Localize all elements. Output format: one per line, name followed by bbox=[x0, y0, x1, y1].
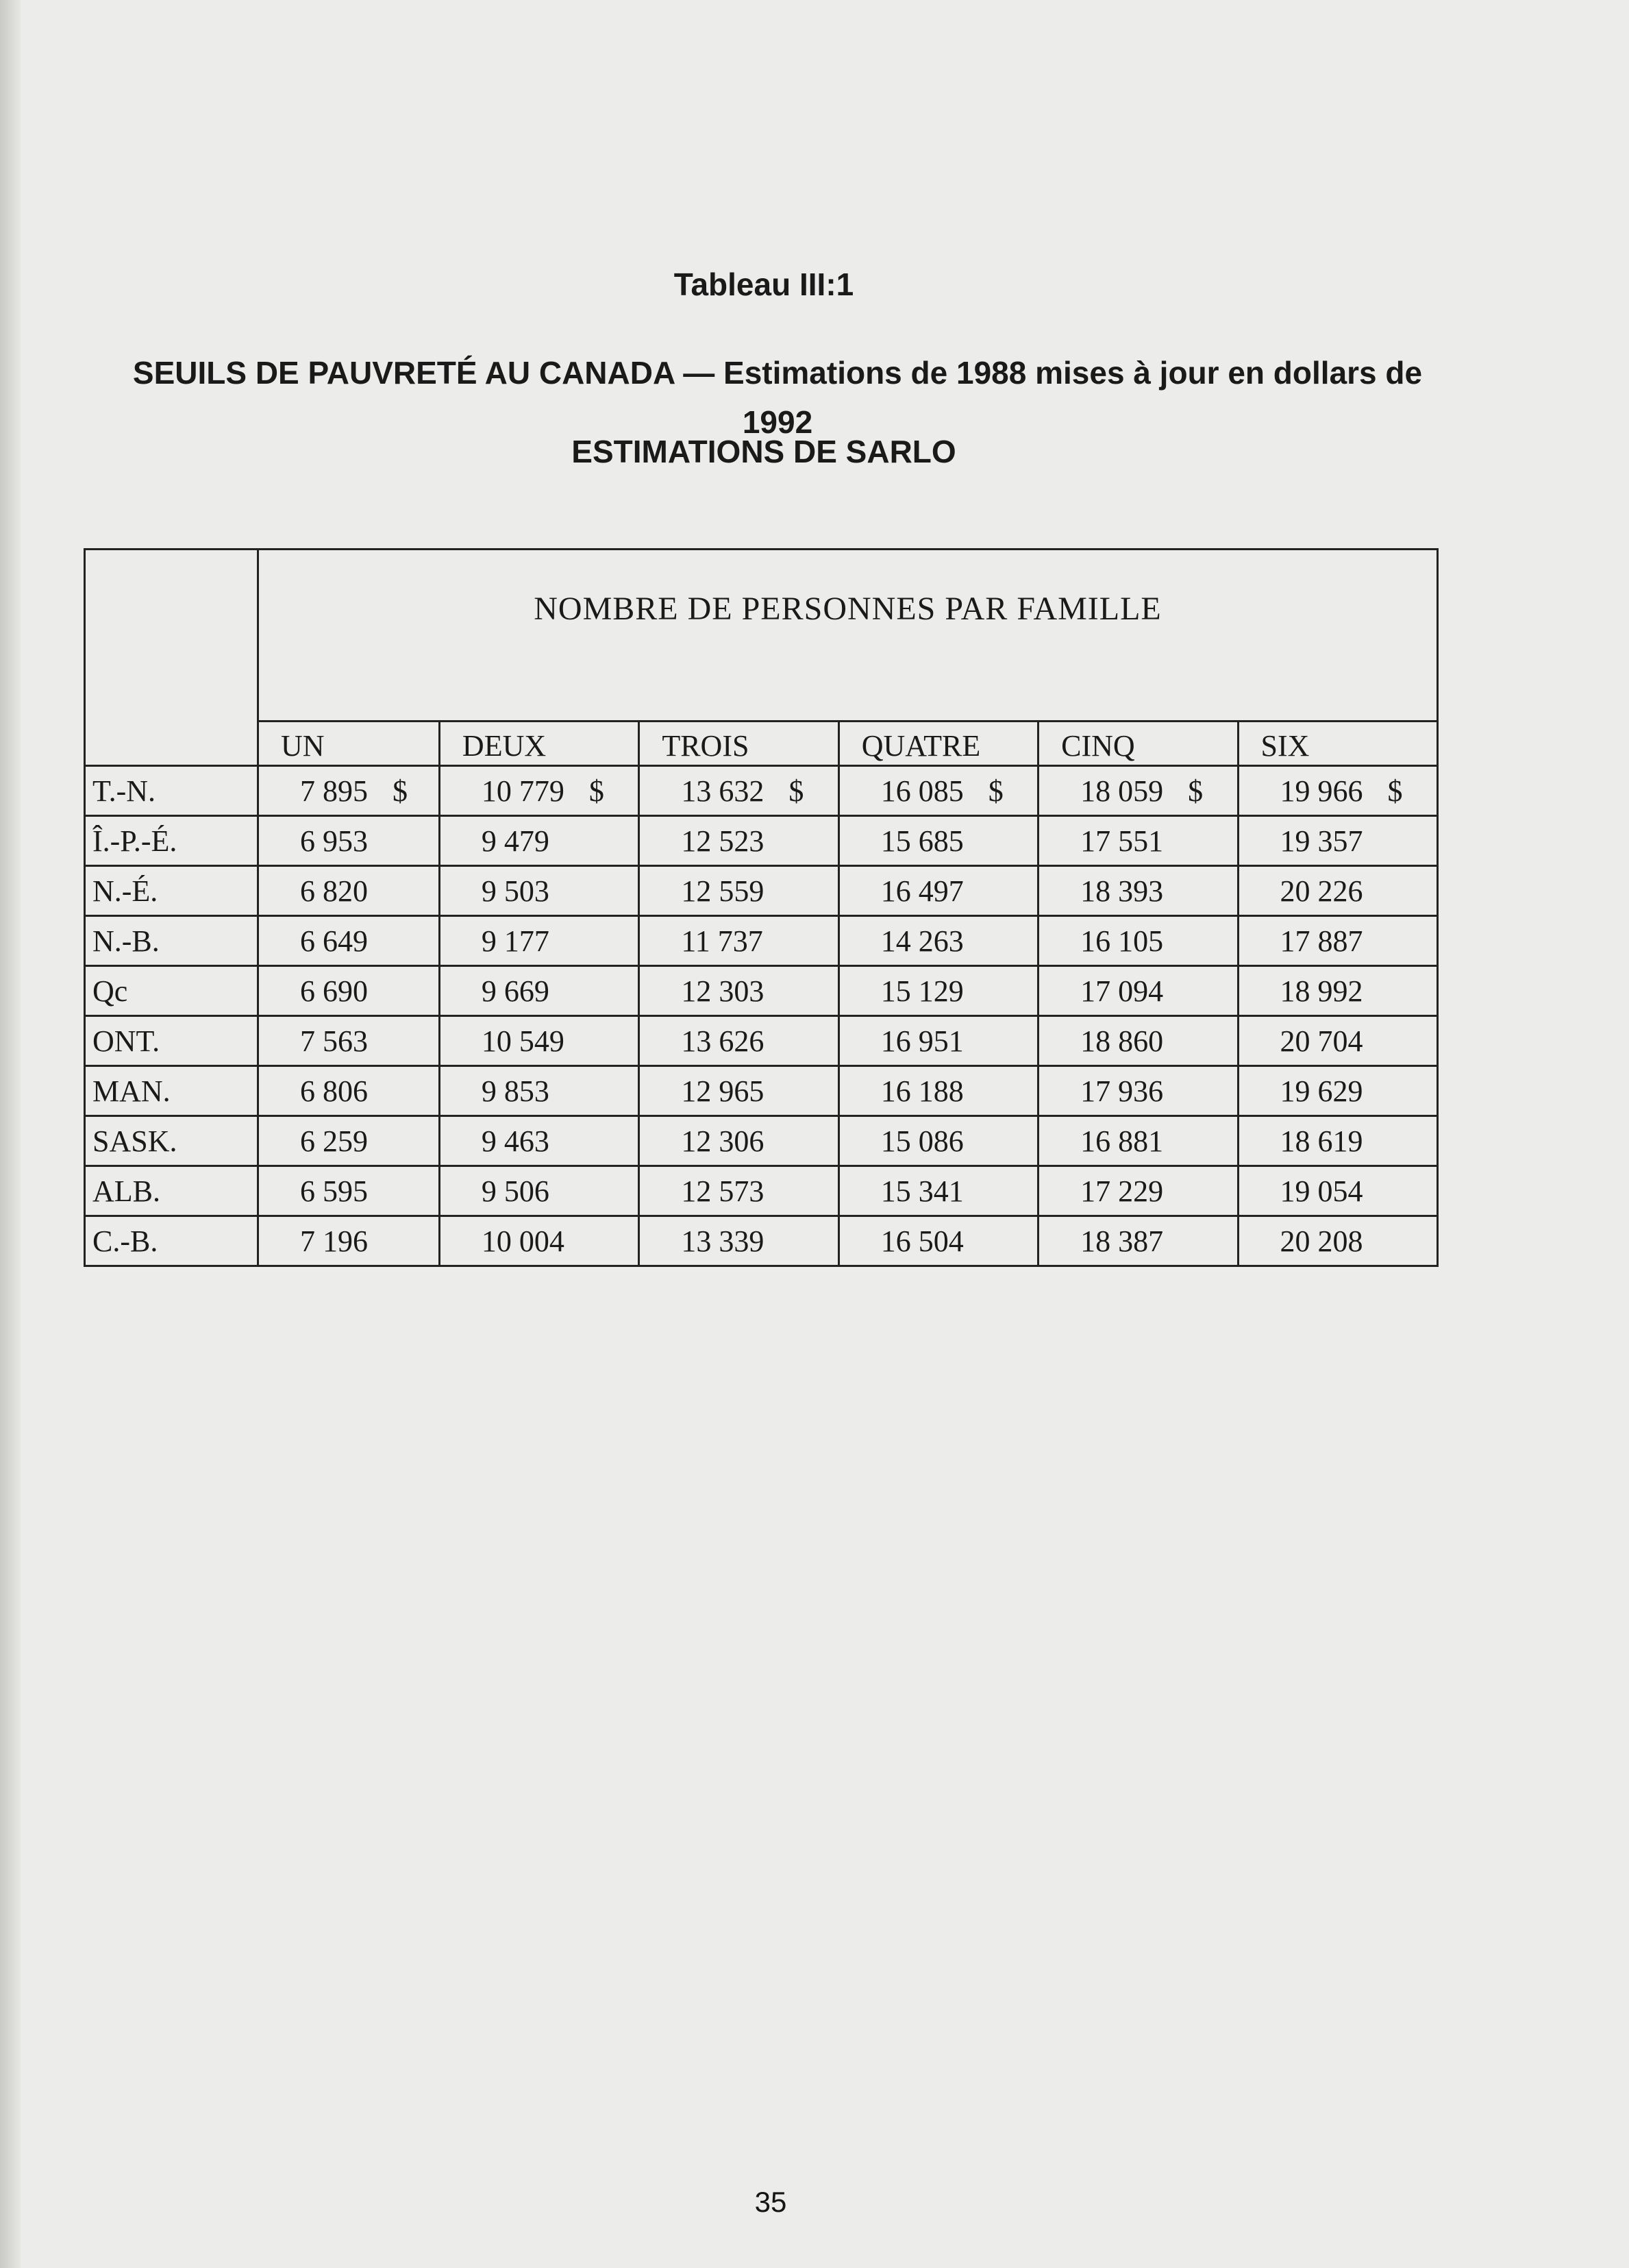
value-cell bbox=[639, 916, 838, 966]
value-text: 20 704 bbox=[1280, 1024, 1363, 1058]
value-text: 6 806 bbox=[300, 1074, 368, 1108]
value-cell bbox=[1238, 1216, 1437, 1266]
value-cell bbox=[439, 1166, 638, 1216]
value-text: 12 559 bbox=[681, 874, 764, 908]
province-column-header bbox=[85, 550, 258, 766]
value-cell bbox=[439, 1066, 638, 1116]
value-cell bbox=[639, 1016, 838, 1066]
value-cell bbox=[838, 966, 1038, 1016]
value-cell bbox=[1238, 1166, 1437, 1216]
value-text: 13 339 bbox=[681, 1224, 764, 1258]
table-title-text: SEUILS DE PAUVRETÉ AU CANADA — Estimations de 1988 mises à jour en dollars de 1992 bbox=[132, 355, 1423, 440]
value-text: 12 573 bbox=[681, 1174, 764, 1208]
table-row bbox=[85, 966, 1438, 1016]
page-edge bbox=[0, 0, 21, 2268]
value-text: 18 619 bbox=[1280, 1124, 1363, 1158]
value-text: 9 503 bbox=[481, 874, 549, 908]
table-row bbox=[85, 1216, 1438, 1266]
currency-symbol: $ bbox=[1188, 774, 1204, 808]
value-text: 15 129 bbox=[880, 974, 964, 1008]
province-cell: ONT. bbox=[85, 1016, 258, 1066]
value-text: 17 551 bbox=[1080, 824, 1164, 858]
value-text: 9 669 bbox=[481, 974, 549, 1008]
value-cell bbox=[838, 1216, 1038, 1266]
value-text: 20 208 bbox=[1280, 1224, 1363, 1258]
value-cell bbox=[1238, 766, 1437, 816]
value-text: 13 626 bbox=[681, 1024, 764, 1058]
table-subtitle: ESTIMATIONS DE SARLO bbox=[571, 434, 956, 469]
value-cell bbox=[838, 816, 1038, 866]
value-text: 6 953 bbox=[300, 824, 368, 858]
column-header: DEUX bbox=[439, 722, 638, 766]
value-text: 16 504 bbox=[880, 1224, 964, 1258]
value-text: 12 303 bbox=[681, 974, 764, 1008]
value-cell bbox=[1039, 1066, 1238, 1116]
province-cell: N.-B. bbox=[85, 916, 258, 966]
value-text: 14 263 bbox=[880, 924, 964, 958]
value-text: 7 895 bbox=[300, 774, 368, 808]
currency-symbol: $ bbox=[1387, 774, 1403, 808]
value-cell bbox=[439, 866, 638, 916]
value-cell bbox=[1039, 966, 1238, 1016]
value-cell bbox=[439, 1216, 638, 1266]
value-cell bbox=[639, 1066, 838, 1116]
table-row bbox=[85, 1066, 1438, 1116]
value-cell bbox=[639, 1116, 838, 1166]
column-header: QUATRE bbox=[838, 722, 1038, 766]
currency-symbol: $ bbox=[393, 774, 408, 808]
value-cell bbox=[838, 916, 1038, 966]
value-text: 9 506 bbox=[481, 1174, 549, 1208]
value-cell bbox=[1238, 1116, 1437, 1166]
table-row bbox=[85, 816, 1438, 866]
value-cell bbox=[1238, 916, 1437, 966]
value-cell bbox=[1238, 966, 1437, 1016]
value-cell bbox=[639, 766, 838, 816]
value-cell bbox=[258, 1166, 440, 1216]
value-text: 20 226 bbox=[1280, 874, 1363, 908]
value-cell bbox=[1039, 816, 1238, 866]
province-cell: MAN. bbox=[85, 1066, 258, 1116]
value-cell bbox=[258, 1216, 440, 1266]
value-text: 6 259 bbox=[300, 1124, 368, 1158]
column-header-row bbox=[85, 722, 1438, 766]
value-cell bbox=[439, 1116, 638, 1166]
province-cell: N.-É. bbox=[85, 866, 258, 916]
value-text: 16 497 bbox=[880, 874, 964, 908]
value-cell bbox=[1039, 1166, 1238, 1216]
value-text: 9 177 bbox=[481, 924, 549, 958]
value-cell bbox=[838, 1066, 1038, 1116]
value-text: 18 860 bbox=[1080, 1024, 1164, 1058]
value-cell bbox=[439, 816, 638, 866]
column-header: TROIS bbox=[639, 722, 838, 766]
value-text: 6 649 bbox=[300, 924, 368, 958]
province-cell: Qc bbox=[85, 966, 258, 1016]
value-cell bbox=[439, 1016, 638, 1066]
value-text: 15 685 bbox=[880, 824, 964, 858]
value-cell bbox=[1039, 866, 1238, 916]
value-text: 18 059 bbox=[1080, 774, 1164, 808]
province-cell: C.-B. bbox=[85, 1216, 258, 1266]
page-number: 35 bbox=[754, 2186, 787, 2218]
value-text: 7 196 bbox=[300, 1224, 368, 1258]
province-cell: Î.-P.-É. bbox=[85, 816, 258, 866]
currency-symbol: $ bbox=[788, 774, 804, 808]
value-text: 19 966 bbox=[1280, 774, 1363, 808]
table-row bbox=[85, 1166, 1438, 1216]
value-text: 15 086 bbox=[880, 1124, 964, 1158]
value-cell bbox=[439, 916, 638, 966]
value-text: 17 094 bbox=[1080, 974, 1164, 1008]
value-text: 19 629 bbox=[1280, 1074, 1363, 1108]
value-text: 16 881 bbox=[1080, 1124, 1164, 1158]
value-text: 15 341 bbox=[880, 1174, 964, 1208]
table-row bbox=[85, 1116, 1438, 1166]
table-row bbox=[85, 916, 1438, 966]
table-header-row bbox=[85, 550, 1438, 722]
value-text: 10 549 bbox=[481, 1024, 564, 1058]
value-cell bbox=[838, 1166, 1038, 1216]
table-label: Tableau III:1 bbox=[673, 267, 854, 302]
value-cell bbox=[838, 766, 1038, 816]
province-cell: SASK. bbox=[85, 1116, 258, 1166]
value-text: 16 105 bbox=[1080, 924, 1164, 958]
value-cell bbox=[1238, 1016, 1437, 1066]
value-cell bbox=[639, 1216, 838, 1266]
value-text: 13 632 bbox=[681, 774, 764, 808]
value-text: 19 357 bbox=[1280, 824, 1363, 858]
value-text: 16 085 bbox=[880, 774, 964, 808]
value-text: 12 306 bbox=[681, 1124, 764, 1158]
value-cell bbox=[258, 1066, 440, 1116]
value-text: 17 229 bbox=[1080, 1174, 1164, 1208]
value-text: 19 054 bbox=[1280, 1174, 1363, 1208]
value-cell bbox=[258, 916, 440, 966]
currency-symbol: $ bbox=[988, 774, 1004, 808]
value-cell bbox=[1238, 816, 1437, 866]
value-cell bbox=[258, 966, 440, 1016]
table-row bbox=[85, 1016, 1438, 1066]
column-header: CINQ bbox=[1039, 722, 1238, 766]
value-text: 6 690 bbox=[300, 974, 368, 1008]
value-text: 6 595 bbox=[300, 1174, 368, 1208]
value-text: 10 779 bbox=[481, 774, 564, 808]
value-cell bbox=[838, 866, 1038, 916]
value-text: 9 463 bbox=[481, 1124, 549, 1158]
value-cell bbox=[258, 1116, 440, 1166]
show-through-heading bbox=[1096, 164, 1110, 221]
value-text: 12 523 bbox=[681, 824, 764, 858]
value-text: 18 992 bbox=[1280, 974, 1363, 1008]
province-cell: ALB. bbox=[85, 1166, 258, 1216]
table-title bbox=[0, 348, 1528, 447]
table-row bbox=[85, 766, 1438, 816]
value-text: 17 936 bbox=[1080, 1074, 1164, 1108]
value-text: 17 887 bbox=[1280, 924, 1363, 958]
table-body bbox=[85, 766, 1438, 1266]
column-header: UN bbox=[258, 722, 440, 766]
value-text: 7 563 bbox=[300, 1024, 368, 1058]
value-cell bbox=[258, 1016, 440, 1066]
value-cell bbox=[439, 766, 638, 816]
value-text: 16 951 bbox=[880, 1024, 964, 1058]
province-cell: T.-N. bbox=[85, 766, 258, 816]
value-text: 6 820 bbox=[300, 874, 368, 908]
value-cell bbox=[439, 966, 638, 1016]
value-cell bbox=[838, 1116, 1038, 1166]
value-cell bbox=[1039, 1116, 1238, 1166]
value-cell bbox=[639, 1166, 838, 1216]
value-cell bbox=[639, 866, 838, 916]
persons-per-family-header: NOMBRE DE PERSONNES PAR FAMILLE bbox=[258, 550, 1438, 722]
poverty-lines-table bbox=[84, 548, 1439, 1267]
value-text: 12 965 bbox=[681, 1074, 764, 1108]
value-cell bbox=[1238, 866, 1437, 916]
value-text: 9 853 bbox=[481, 1074, 549, 1108]
column-header: SIX bbox=[1238, 722, 1437, 766]
value-cell bbox=[258, 866, 440, 916]
value-text: 10 004 bbox=[481, 1224, 564, 1258]
value-cell bbox=[1238, 1066, 1437, 1116]
value-text: 18 393 bbox=[1080, 874, 1164, 908]
value-cell bbox=[639, 816, 838, 866]
value-cell bbox=[258, 816, 440, 866]
value-cell bbox=[1039, 1216, 1238, 1266]
table-row bbox=[85, 866, 1438, 916]
value-cell bbox=[639, 966, 838, 1016]
value-cell bbox=[1039, 916, 1238, 966]
value-cell bbox=[1039, 1016, 1238, 1066]
value-cell bbox=[258, 766, 440, 816]
value-text: 9 479 bbox=[481, 824, 549, 858]
value-text: 11 737 bbox=[681, 924, 763, 958]
value-cell bbox=[838, 1016, 1038, 1066]
value-cell bbox=[1039, 766, 1238, 816]
value-text: 16 188 bbox=[880, 1074, 964, 1108]
currency-symbol: $ bbox=[588, 774, 604, 808]
value-text: 18 387 bbox=[1080, 1224, 1164, 1258]
